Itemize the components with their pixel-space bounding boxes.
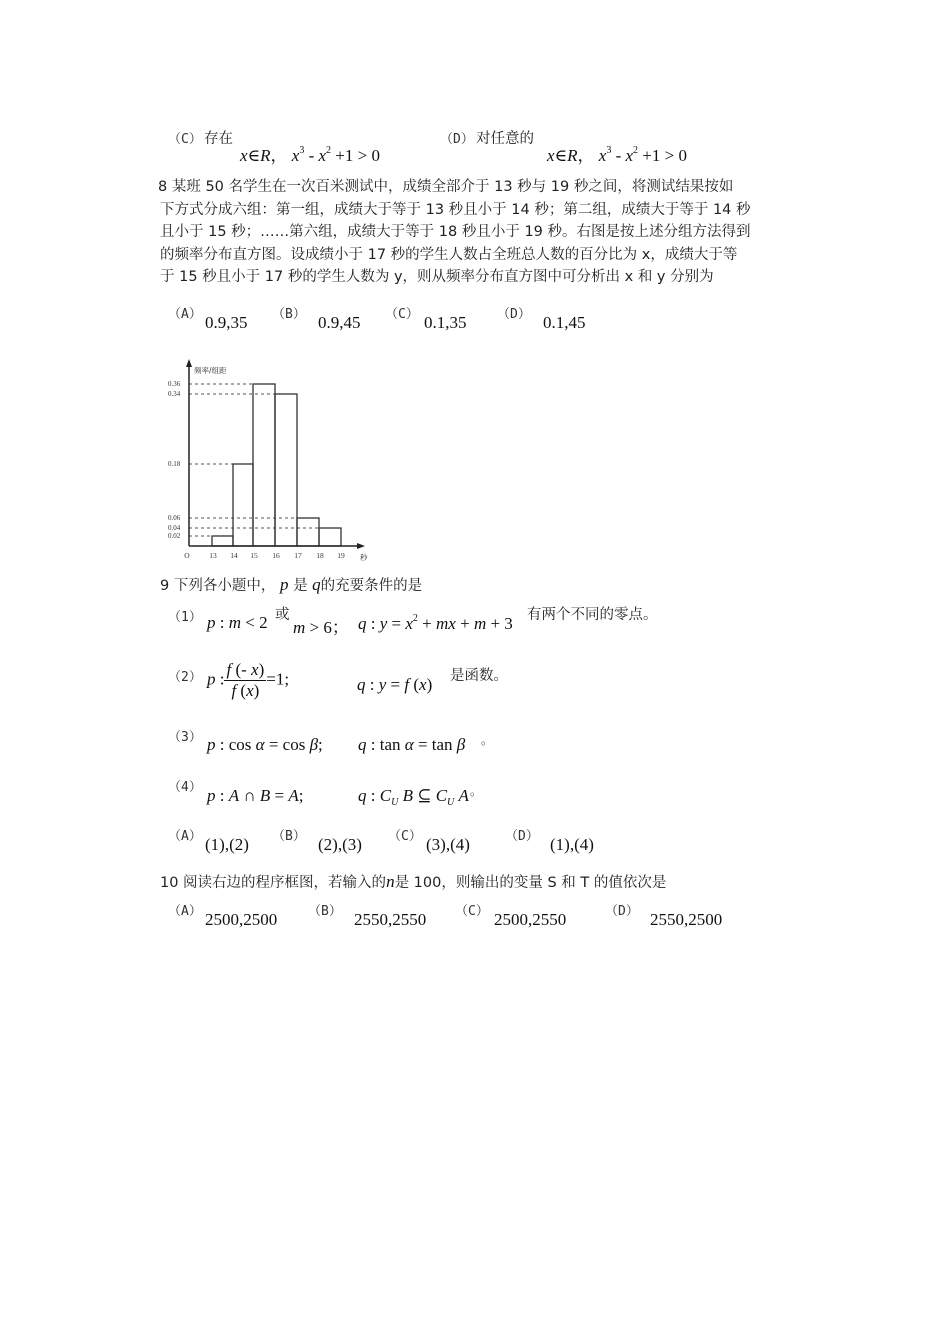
q8-line-3: 且小于 15 秒；……第六组，成绩大于等于 18 秒且小于 19 秒。右图是按上述分组方法得到 bbox=[160, 224, 751, 240]
q9-item-4-label: （4） bbox=[168, 780, 202, 795]
q9-option-b-value: (2),(3) bbox=[318, 835, 362, 854]
q7-option-d-prefix: 对任意的 bbox=[476, 131, 534, 147]
q10-option-d-label: （D） bbox=[605, 904, 639, 919]
q8-option-a-label: （A） bbox=[168, 307, 202, 322]
y-axis-label: 频率/组距 bbox=[194, 366, 227, 375]
q9-item-1-p2: m > 6； bbox=[293, 618, 349, 637]
q8-line-5: 于 15 秒且小于 17 秒的学生人数为 y，则从频率分布直方图中可分析出 x 和 y 分别为 bbox=[160, 269, 714, 285]
q8-line-4: 的频率分布直方图。设成绩小于 17 秒的学生人数占全班总人数的百分比为 x，成绩大于等 bbox=[160, 246, 738, 263]
svg-text:0.18: 0.18 bbox=[168, 460, 181, 468]
y-tick-labels bbox=[168, 380, 181, 540]
q7-option-c-prefix: 存在 bbox=[204, 131, 233, 147]
svg-text:18: 18 bbox=[316, 551, 324, 560]
q9-item-1-label: （1） bbox=[168, 610, 202, 625]
svg-text:0.34: 0.34 bbox=[168, 390, 181, 398]
dashed-reference-lines bbox=[189, 384, 319, 536]
frequency-histogram bbox=[160, 355, 380, 565]
q9-item-3-suffix: 。 bbox=[481, 733, 494, 747]
q9-item-3-label: （3） bbox=[168, 730, 202, 745]
q8-option-d-value: 0.1,45 bbox=[543, 313, 586, 332]
q9-option-b-label: （B） bbox=[272, 829, 306, 844]
svg-text:0.04: 0.04 bbox=[168, 524, 181, 532]
q7-option-c-math: x∈R， $x^3 - x^2 +1 > 0$ bbox=[240, 145, 380, 165]
q10-option-b-value: 2550,2550 bbox=[354, 910, 427, 929]
q9-item-4-q: q : $C_U$ B ⊆ $C_U$ A bbox=[358, 786, 469, 808]
q10-option-b-label: （B） bbox=[308, 904, 342, 919]
q9-option-a-value: (1),(2) bbox=[205, 835, 249, 854]
q7-option-c-label: （C） bbox=[168, 132, 202, 147]
q9-stem-end: 的充要条件的是 bbox=[320, 578, 423, 594]
q9-item-1-q: q : $y = x^2$ + mx + m + 3 bbox=[358, 613, 513, 633]
svg-text:19: 19 bbox=[337, 551, 345, 560]
q8-option-b-label: （B） bbox=[272, 307, 306, 322]
q10-option-a-label: （A） bbox=[168, 904, 202, 919]
q9-stem-text: 9 下列各小题中， bbox=[160, 578, 276, 594]
svg-text:14: 14 bbox=[230, 551, 238, 560]
x-tick-labels bbox=[184, 551, 345, 560]
q10-option-d-value: 2550,2500 bbox=[650, 910, 723, 929]
q10-stem bbox=[160, 871, 666, 892]
svg-text:0.02: 0.02 bbox=[168, 532, 181, 540]
q9-item-3-q: q : tan α = tan β bbox=[358, 735, 466, 754]
svg-text:16: 16 bbox=[272, 551, 280, 560]
q9-stem-q: q bbox=[312, 575, 321, 594]
x-axis-arrow-icon bbox=[357, 543, 365, 549]
q9-stem bbox=[160, 574, 422, 595]
q10-stem-a: 10 阅读右边的程序框图，若输入的 bbox=[160, 875, 387, 891]
q9-option-a-label: （A） bbox=[168, 829, 202, 844]
q9-stem-mid: 是 bbox=[293, 578, 308, 594]
q9-item-1-suffix: 有两个不同的零点。 bbox=[527, 607, 658, 623]
q9-option-d-label: （D） bbox=[505, 829, 539, 844]
histogram-bars bbox=[212, 384, 341, 546]
q7-option-d-math: x∈R， $x^3 - x^2 +1 > 0$ bbox=[547, 145, 687, 165]
q7-option-d-label: （D） bbox=[440, 132, 474, 147]
q9-item-2-p: p : $\frac{f (- x)}{f (x)}$ =1; bbox=[207, 660, 290, 700]
svg-text:17: 17 bbox=[294, 551, 302, 560]
q10-option-c-label: （C） bbox=[455, 904, 489, 919]
y-axis-arrow-icon bbox=[186, 359, 192, 367]
q8-line-1: 8 某班 50 名学生在一次百米测试中，成绩全部介于 13 秒与 19 秒之间，将测试结果按如 bbox=[158, 179, 734, 195]
q8-option-a-value: 0.9,35 bbox=[205, 313, 248, 332]
q10-stem-n: n bbox=[386, 872, 395, 891]
histogram-svg bbox=[160, 355, 380, 565]
q10-option-c-value: 2500,2550 bbox=[494, 910, 567, 929]
q9-option-c-label: （C） bbox=[388, 829, 422, 844]
svg-text:15: 15 bbox=[250, 551, 258, 560]
q8-stem bbox=[160, 176, 810, 289]
q9-item-1-p: p : m < 2 bbox=[207, 613, 268, 632]
q10-stem-b: 是 100，则输出的变量 S 和 T 的值依次是 bbox=[394, 875, 667, 891]
q10-option-a-value: 2500,2500 bbox=[205, 910, 278, 929]
svg-text:13: 13 bbox=[209, 551, 217, 560]
q9-item-2-label: （2） bbox=[168, 670, 202, 685]
q9-item-4-p: p : A ∩ B = A; bbox=[207, 786, 304, 805]
q9-item-3-p: p : cos α = cos β; bbox=[207, 735, 323, 754]
q8-option-b-value: 0.9,45 bbox=[318, 313, 361, 332]
q8-option-d-label: （D） bbox=[497, 307, 531, 322]
svg-text:0.06: 0.06 bbox=[168, 514, 181, 522]
q8-option-c-label: （C） bbox=[385, 307, 419, 322]
q9-stem-p: p bbox=[279, 575, 289, 594]
q9-item-1-or: 或 bbox=[275, 607, 290, 623]
q8-line-2: 下方式分成六组：第一组，成绩大于等于 13 秒且小于 14 秒；第二组，成绩大于等于 14 秒 bbox=[160, 201, 751, 218]
q9-item-2-suffix: 是函数。 bbox=[450, 668, 508, 684]
q9-item-2-q: q : y = f (x) bbox=[357, 675, 433, 694]
q8-option-c-value: 0.1,35 bbox=[424, 313, 467, 332]
q9-item-4-suffix: 。 bbox=[470, 784, 483, 798]
svg-text:O: O bbox=[184, 551, 190, 560]
q9-option-d-value: (1),(4) bbox=[550, 835, 594, 854]
x-axis-label: 秒 bbox=[360, 553, 368, 562]
svg-text:0.36: 0.36 bbox=[168, 380, 181, 388]
q9-option-c-value: (3),(4) bbox=[426, 835, 470, 854]
